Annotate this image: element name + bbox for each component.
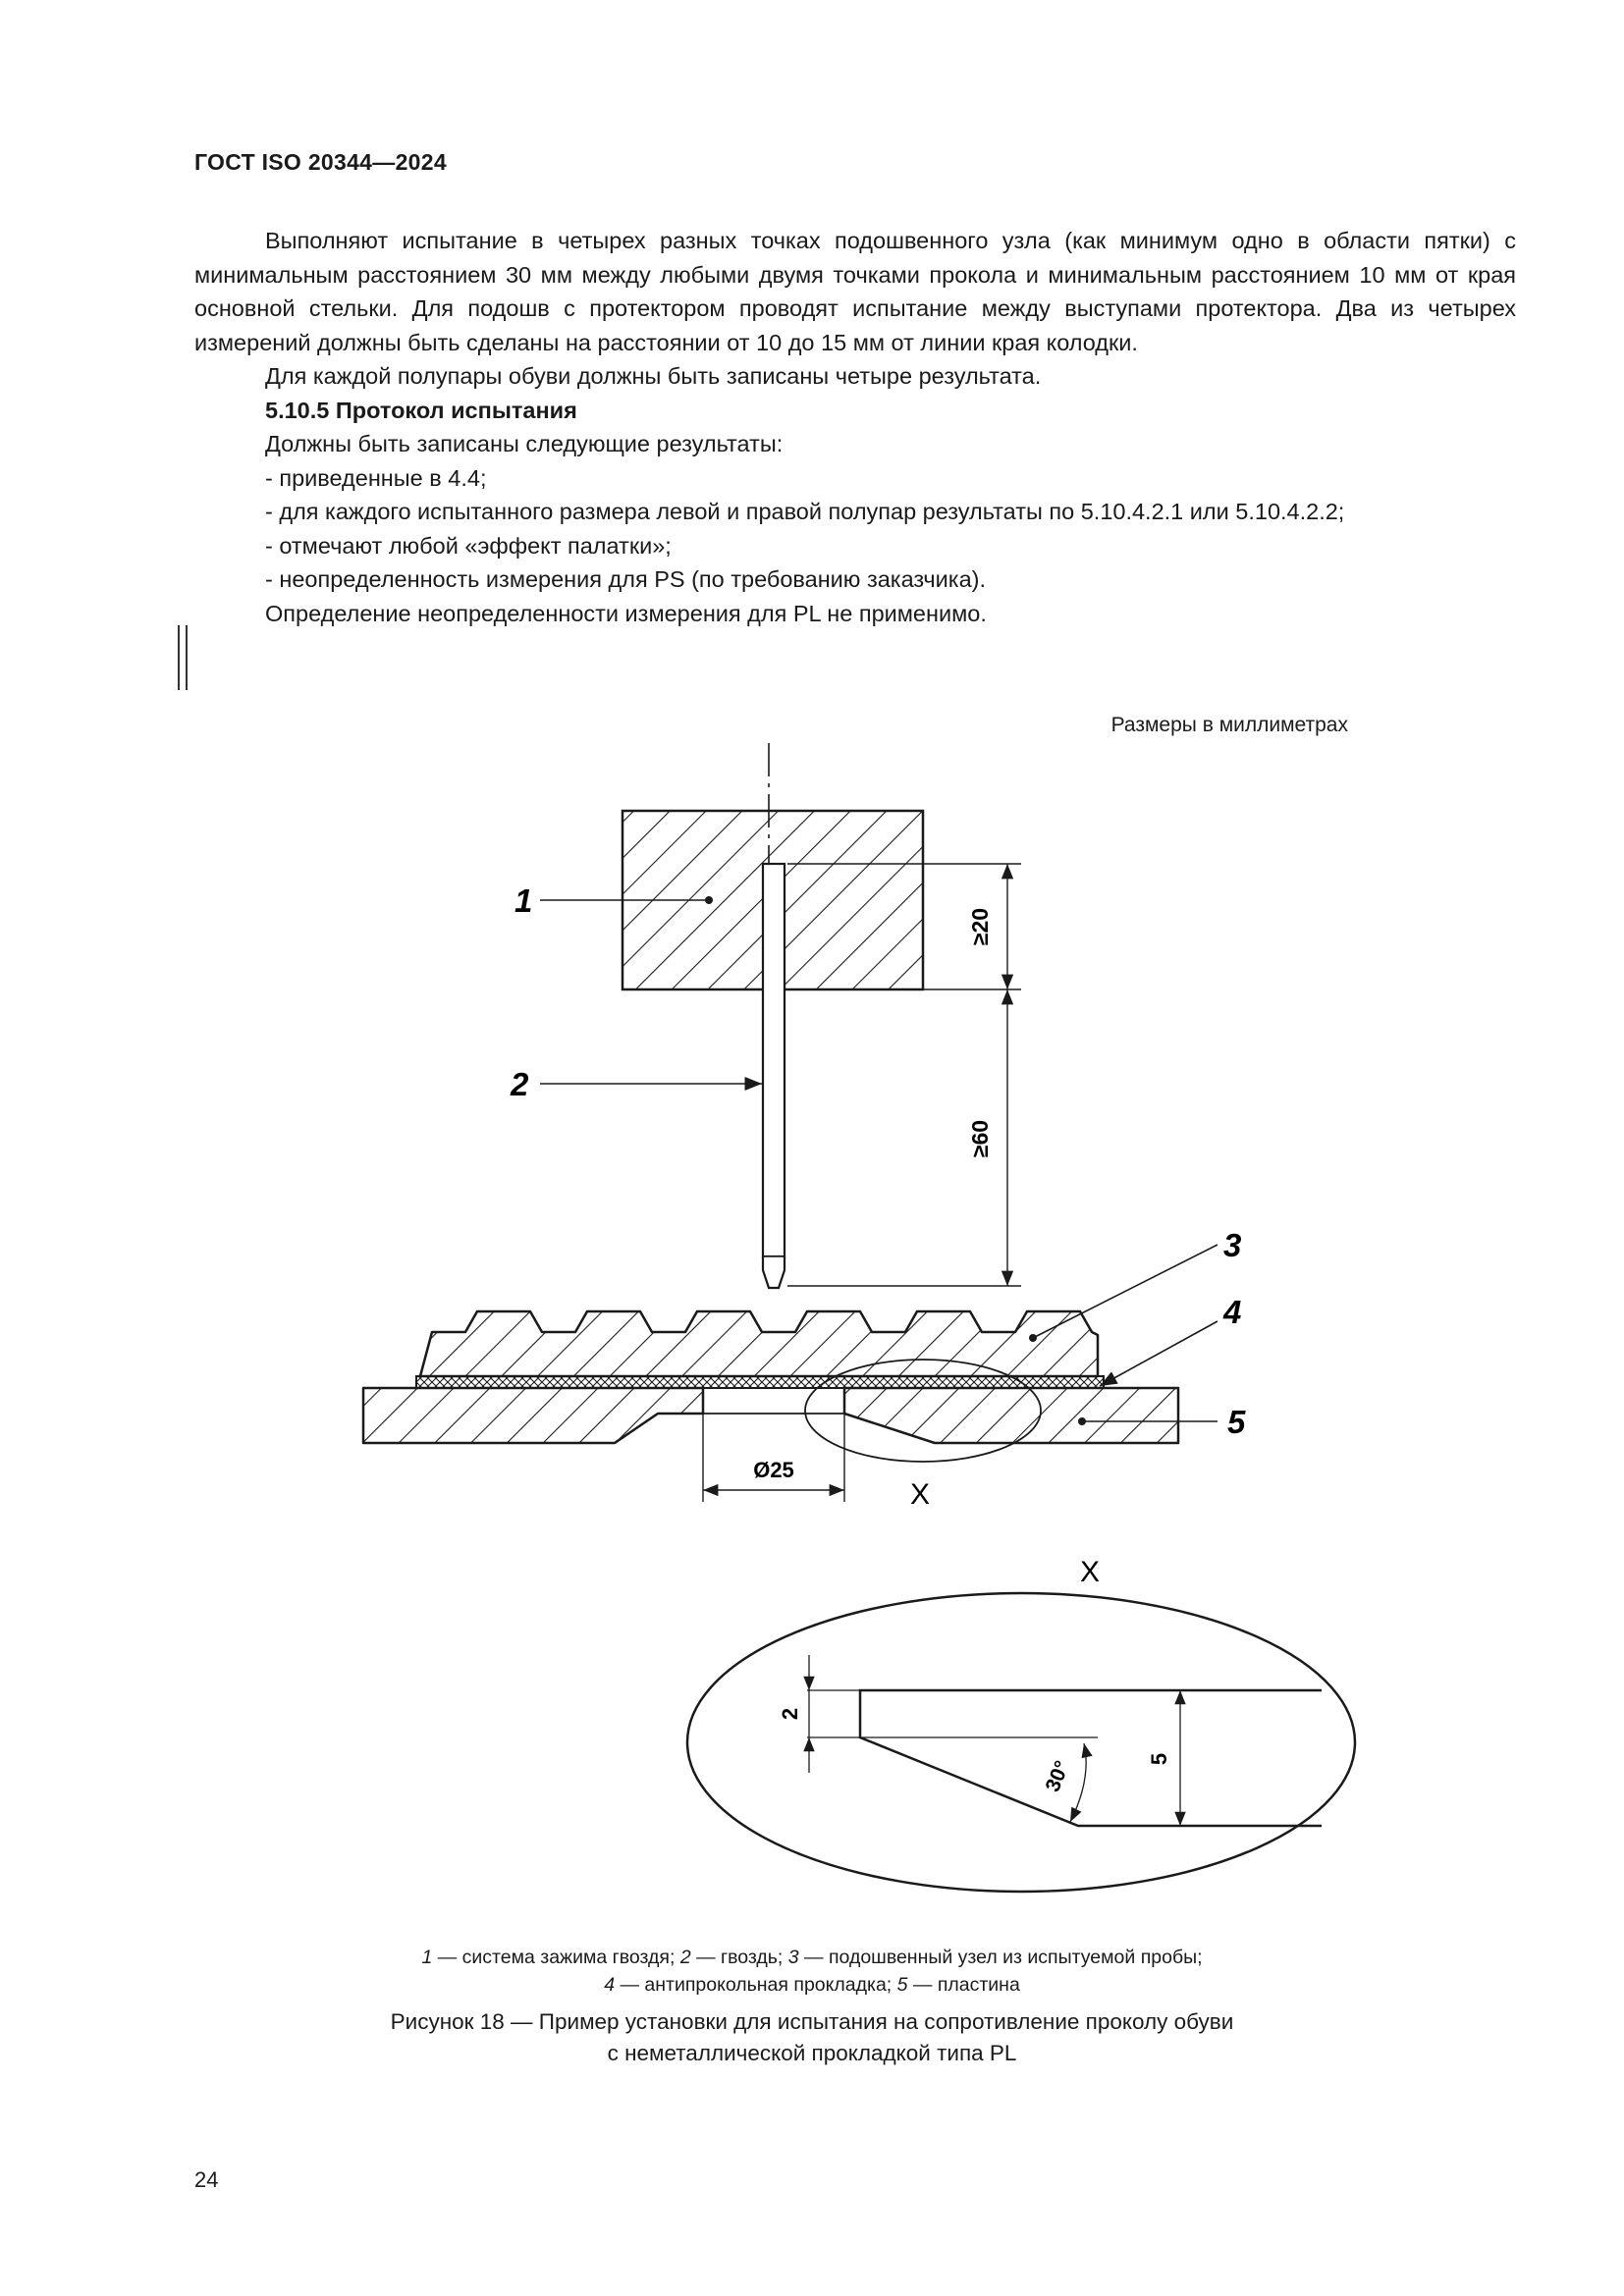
caption-line-1: Рисунок 18 — Пример установки для испытания на сопротивление проколу обуви bbox=[390, 2009, 1234, 2034]
figure-legend bbox=[0, 1944, 1624, 1999]
detail-title: X bbox=[1079, 1556, 1101, 1588]
detail-view-ellipse bbox=[687, 1593, 1355, 1892]
dim-label-nail-length: ≥60 bbox=[967, 1119, 994, 1158]
dim-label-clamp-depth: ≥20 bbox=[967, 907, 994, 946]
callout-2: 2 bbox=[511, 1066, 529, 1102]
list-item-given-4-4: - приведенные в 4.4; bbox=[265, 464, 487, 491]
paragraph-test-points: Выполняют испытание в четырех разных точках подошвенного узла (как минимум одно в области пятки) с минимальным расстоянием 30 мм между любыми двумя точками прокола и минимальным расстоянием 10 мм от края основной стельки. Для подошв с протектором проводят испытание между выступами протектора. Два из четырех измерений должны быть сделаны на расстоянии от 10 до 15 мм от линии края колодки. bbox=[194, 228, 1516, 355]
callout-4: 4 bbox=[1223, 1294, 1242, 1330]
figure-caption bbox=[0, 2006, 1624, 2069]
dim-label-angle: 30° bbox=[1041, 1757, 1074, 1795]
anti-puncture-insert bbox=[416, 1376, 1104, 1388]
sole-assembly bbox=[420, 1311, 1098, 1376]
dim-label-hole-diameter: Ø25 bbox=[753, 1458, 794, 1482]
callout-3: 3 bbox=[1223, 1227, 1242, 1263]
base-plate bbox=[363, 1388, 1178, 1443]
legend-line-1: 1 — система зажима гвоздя; 2 — гвоздь; 3 — подошвенный узел из испытуемой пробы; bbox=[421, 1947, 1203, 1968]
dim-label-step: 2 bbox=[777, 1707, 802, 1721]
page-number: 24 bbox=[194, 2167, 219, 2192]
detail-mark-label: X bbox=[909, 1478, 931, 1511]
nail bbox=[763, 864, 785, 1288]
paragraph-uncertainty-pl: Определение неопределенности измерения для PL не применимо. bbox=[265, 600, 987, 626]
callout-1: 1 bbox=[514, 882, 533, 919]
caption-line-2: с неметаллической прокладкой типа PL bbox=[607, 2041, 1017, 2065]
list-item-tent-effect: - отмечают любой «эффект палатки»; bbox=[265, 532, 672, 559]
list-item-uncertainty-ps: - неопределенность измерения для PS (по требованию заказчика). bbox=[265, 566, 986, 592]
section-heading-test-report: 5.10.5 Протокол испытания bbox=[265, 397, 577, 423]
paragraph-results-intro: Должны быть записаны следующие результаты: bbox=[265, 431, 784, 456]
list-item-results-per-size: - для каждого испытанного размера левой и правой полупар результаты по 5.10.4.2.1 или 5.10.4.2.2; bbox=[265, 499, 1345, 524]
legend-line-2: 4 — антипрокольная прокладка; 5 — пластина bbox=[604, 1974, 1020, 1996]
paragraph-four-results: Для каждой полупары обуви должны быть записаны четыре результата. bbox=[265, 363, 1042, 389]
dimensions-note: Размеры в миллиметрах bbox=[1110, 714, 1348, 736]
document-header: ГОСТ ISO 20344—2024 bbox=[194, 149, 447, 175]
detail-plate-edge bbox=[860, 1690, 1322, 1826]
callout-5: 5 bbox=[1227, 1404, 1246, 1440]
dim-label-thickness: 5 bbox=[1146, 1752, 1171, 1766]
